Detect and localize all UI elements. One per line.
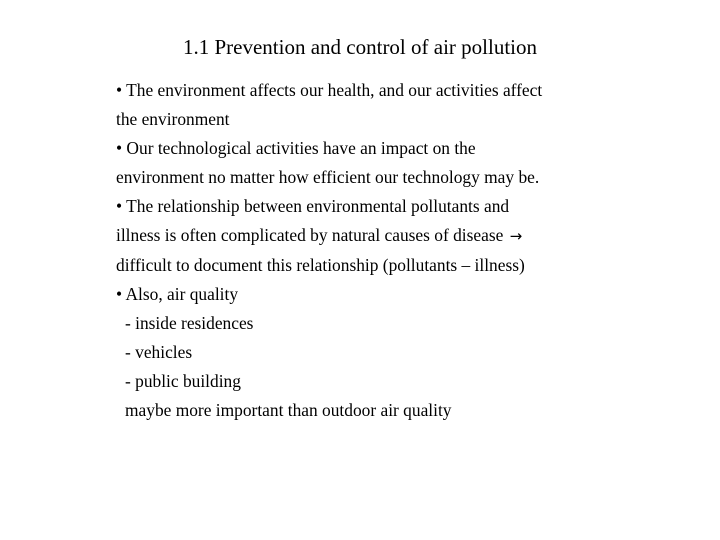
bullet-line-7: difficult to document this relationship (pollutants – illness) bbox=[116, 255, 525, 275]
slide-title: 1.1 Prevention and control of air pollution bbox=[182, 35, 538, 59]
bullet-line-1: • The environment affects our health, and our activities affect bbox=[116, 80, 543, 100]
bullet-line-4: environment no matter how efficient our technology may be. bbox=[116, 167, 540, 187]
bullet-line-3: • Our technological activities have an impact on the bbox=[116, 138, 476, 158]
slide-body bbox=[116, 76, 676, 425]
sub-item-public-building: - public building bbox=[125, 371, 241, 391]
bullet-line-6-wrapper bbox=[116, 221, 676, 251]
bullet-line-6: illness is often complicated by natural causes of disease bbox=[116, 225, 504, 245]
bullet-line-8: • Also, air quality bbox=[116, 284, 239, 304]
sub-item-residences: - inside residences bbox=[125, 313, 254, 333]
right-arrow-icon: → bbox=[509, 227, 523, 245]
bullet-line-2: the environment bbox=[116, 109, 230, 129]
sub-item-vehicles: - vehicles bbox=[125, 342, 193, 362]
bullet-line-5: • The relationship between environmental pollutants and bbox=[116, 196, 510, 216]
closing-line: maybe more important than outdoor air quality bbox=[125, 400, 452, 420]
